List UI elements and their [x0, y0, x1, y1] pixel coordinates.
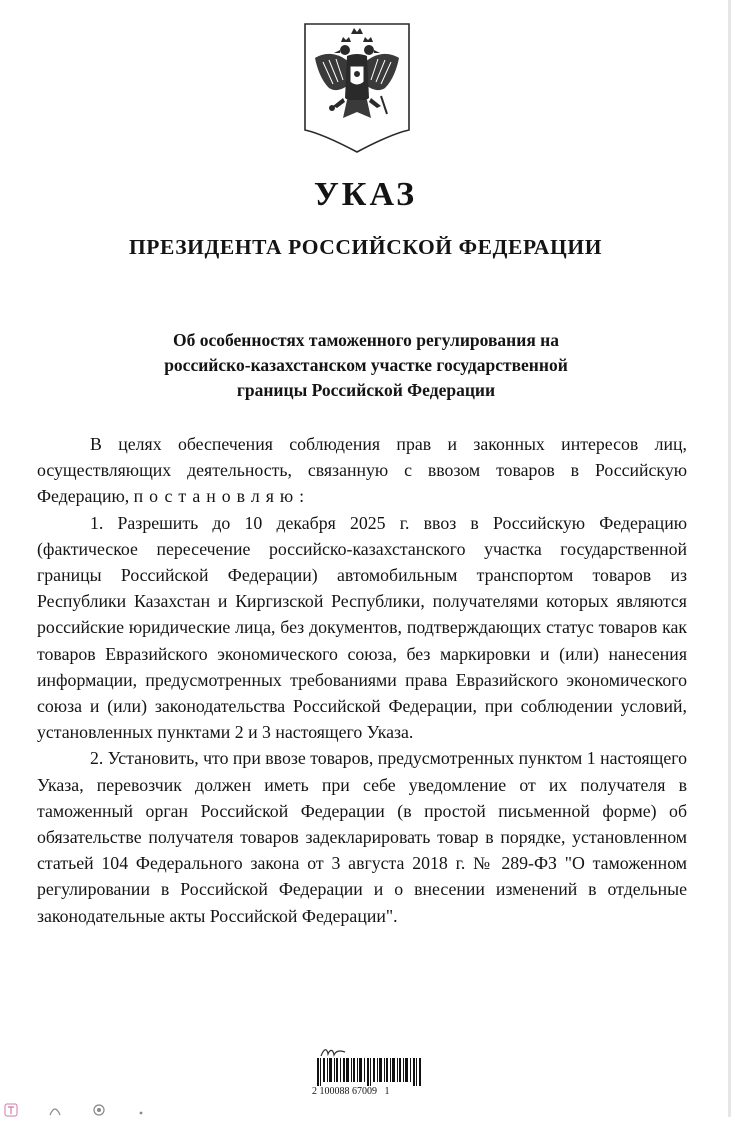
decree-title: УКАЗ [313, 176, 418, 213]
draw-tool-icon[interactable] [48, 1103, 62, 1122]
paragraph-2: 2. Установить, что при ввозе товаров, предусмотренных пунктом 1 настоящего Указа, перевозчик должен иметь при себе уведомление от их получателя в таможенный орган Российской Федерации (в простой письменной форме) об обязательстве получателя товаров задекларировать товар в порядке, установленном статьей 104 Федерального закона от 3 августа 2018 г. № 289-ФЗ "О таможенном регулировании в Российской Федерации и о внесении изменений в отдельные законодательные акты Российской Федерации". [37, 748, 687, 926]
heading-line: границы Российской Федерации [236, 380, 496, 400]
heading-line: Об особенностях таможенного регулирования на [172, 330, 560, 350]
more-icon[interactable] [138, 1103, 144, 1122]
intro-paragraph [37, 431, 687, 510]
intro-text: В целях обеспечения соблюдения прав и законных интересов лиц, осуществляющих деятельность, связанную с ввозом товаров в Российскую Федерацию, [37, 434, 687, 507]
settings-icon[interactable] [92, 1103, 106, 1122]
paragraph-1: 1. Разрешить до 10 декабря 2025 г. ввоз в Российскую Федерацию (фактическое пересечение российско-казахстанского участка государственной границы Российской Федерации) автомобильным транспортом товаров из Республики Казахстан и Киргизской Республики, получателями которых являются российские юридические лица, без документов, подтверждающих статус товаров как товаров Евразийского экономического союза, без маркировки и (или) нанесения информации, предусмотренных требованиями права Евразийского экономического союза и (или) законодательства Российской Федерации, при соблюдении условий, установленных пунктами 2 и 3 настоящего Указа. [37, 512, 687, 743]
decree-body [37, 431, 687, 929]
intro-keyword: постановляю: [133, 486, 311, 507]
heading-line: российско-казахстанском участке государственной [164, 355, 568, 375]
decree-heading [90, 328, 642, 403]
decree-subtitle: ПРЕЗИДЕНТА РОССИЙСКОЙ ФЕДЕРАЦИИ [128, 235, 603, 259]
text-tool-icon[interactable] [4, 1103, 18, 1122]
viewer-toolbar [4, 1101, 204, 1117]
barcode-number: 2 100088 67009 1 [312, 1086, 390, 1097]
coat-of-arms-icon [303, 22, 411, 154]
